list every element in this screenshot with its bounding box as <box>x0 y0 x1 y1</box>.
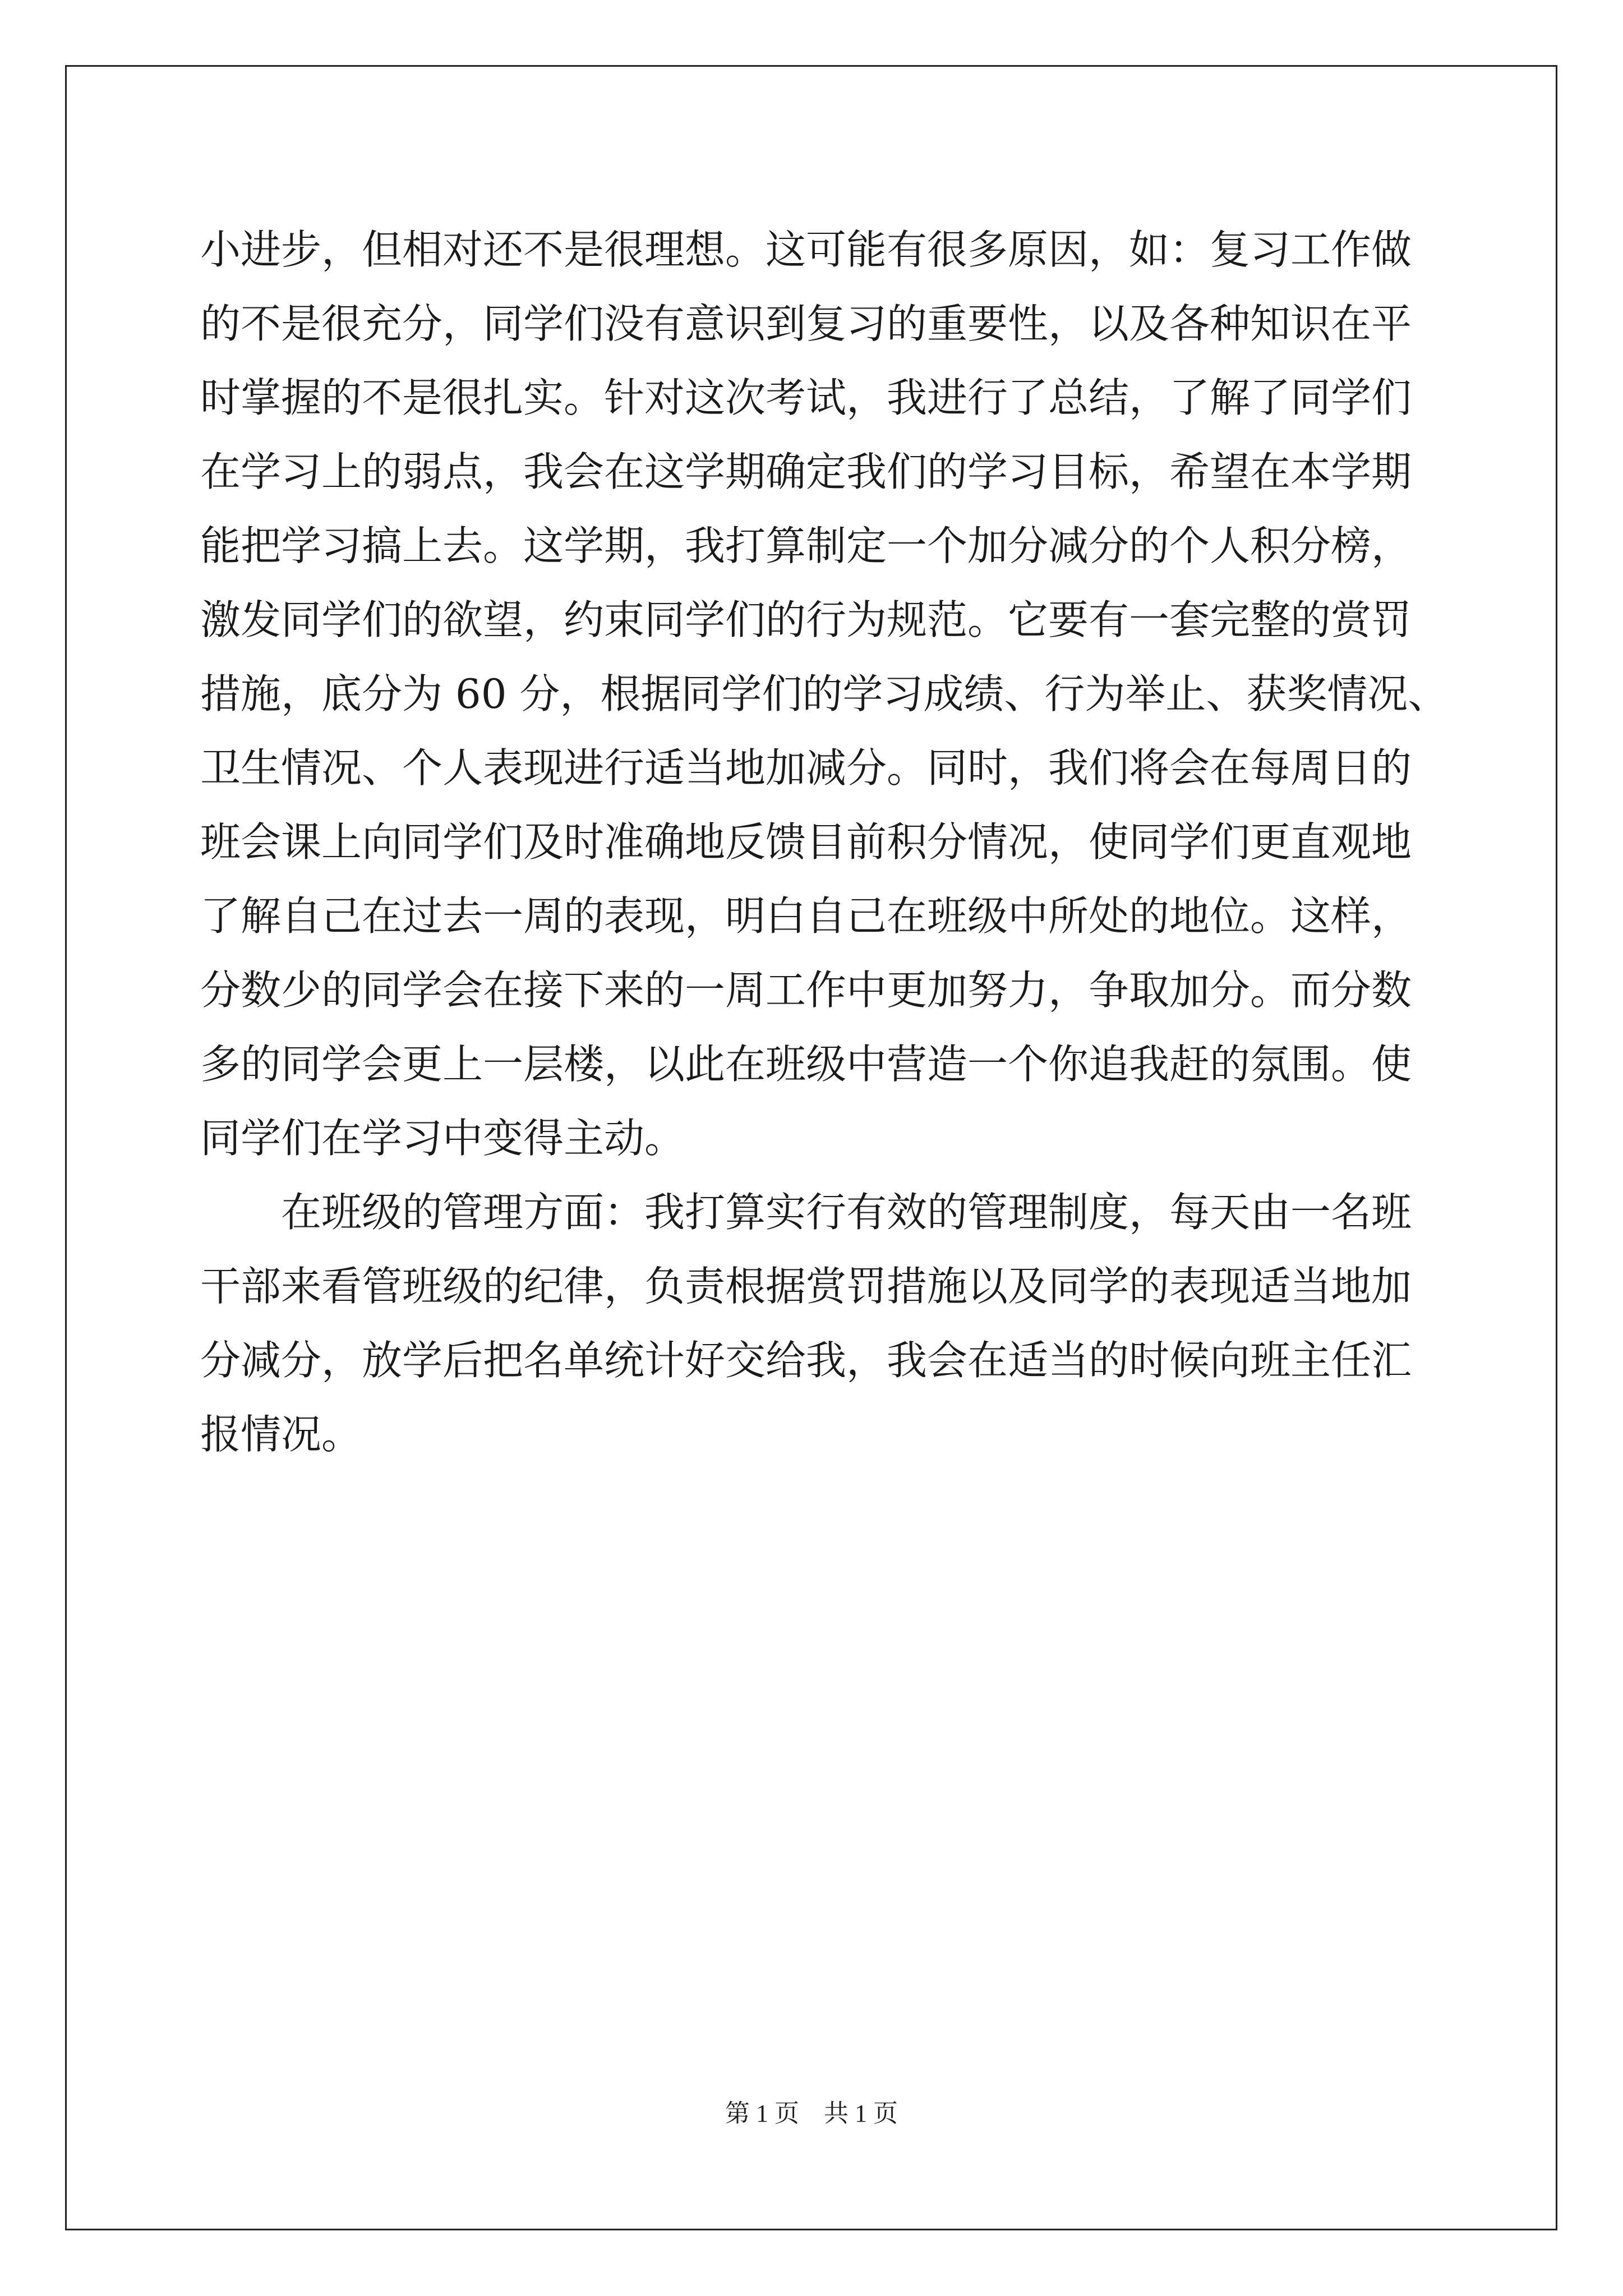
paragraph-line: 分减分，放学后把名单统计好交给我，我会在适当的时候向班主任汇 <box>200 1337 1412 1384</box>
page-total: 共 1 页 <box>824 2100 898 2127</box>
page-number: 第 1 页 <box>725 2100 799 2127</box>
paragraph-line: 班会课上向同学们及时准确地反馈目前积分情况，使同学们更直观地 <box>200 818 1412 866</box>
paragraph-line: 干部来看管班级的纪律，负责根据赏罚措施以及同学的表现适当地加 <box>200 1263 1412 1310</box>
page-footer <box>0 2097 1623 2131</box>
paragraph-line: 报情况。 <box>200 1411 362 1458</box>
paragraph-line: 小进步，但相对还不是很理想。这可能有很多原因，如：复习工作做 <box>200 226 1412 273</box>
paragraph-line: 措施，底分为 60 分，根据同学们的学习成绩、行为举止、获奖情况、 <box>200 670 1449 717</box>
paragraph-line: 时掌握的不是很扎实。针对这次考试，我进行了总结，了解了同学们 <box>200 374 1412 421</box>
paragraph-line: 激发同学们的欲望，约束同学们的行为规范。它要有一套完整的赏罚 <box>200 596 1412 643</box>
paragraph-line: 同学们在学习中变得主动。 <box>200 1115 685 1162</box>
paragraph-line-indented: 在班级的管理方面：我打算实行有效的管理制度，每天由一名班 <box>281 1189 1412 1236</box>
paragraph-line: 的不是很充分，同学们没有意识到复习的重要性，以及各种知识在平 <box>200 300 1412 347</box>
paragraph-line: 了解自己在过去一周的表现，明白自己在班级中所处的地位。这样， <box>200 892 1412 940</box>
paragraph-line: 卫生情况、个人表现进行适当地加减分。同时，我们将会在每周日的 <box>200 744 1412 792</box>
paragraph-line: 分数少的同学会在接下来的一周工作中更加努力，争取加分。而分数 <box>200 967 1412 1014</box>
paragraph-line: 在学习上的弱点，我会在这学期确定我们的学习目标，希望在本学期 <box>200 448 1412 495</box>
paragraph-line: 多的同学会更上一层楼，以此在班级中营造一个你追我赶的氛围。使 <box>200 1041 1412 1088</box>
paragraph-line: 能把学习搞上去。这学期，我打算制定一个加分减分的个人积分榜， <box>200 522 1412 569</box>
